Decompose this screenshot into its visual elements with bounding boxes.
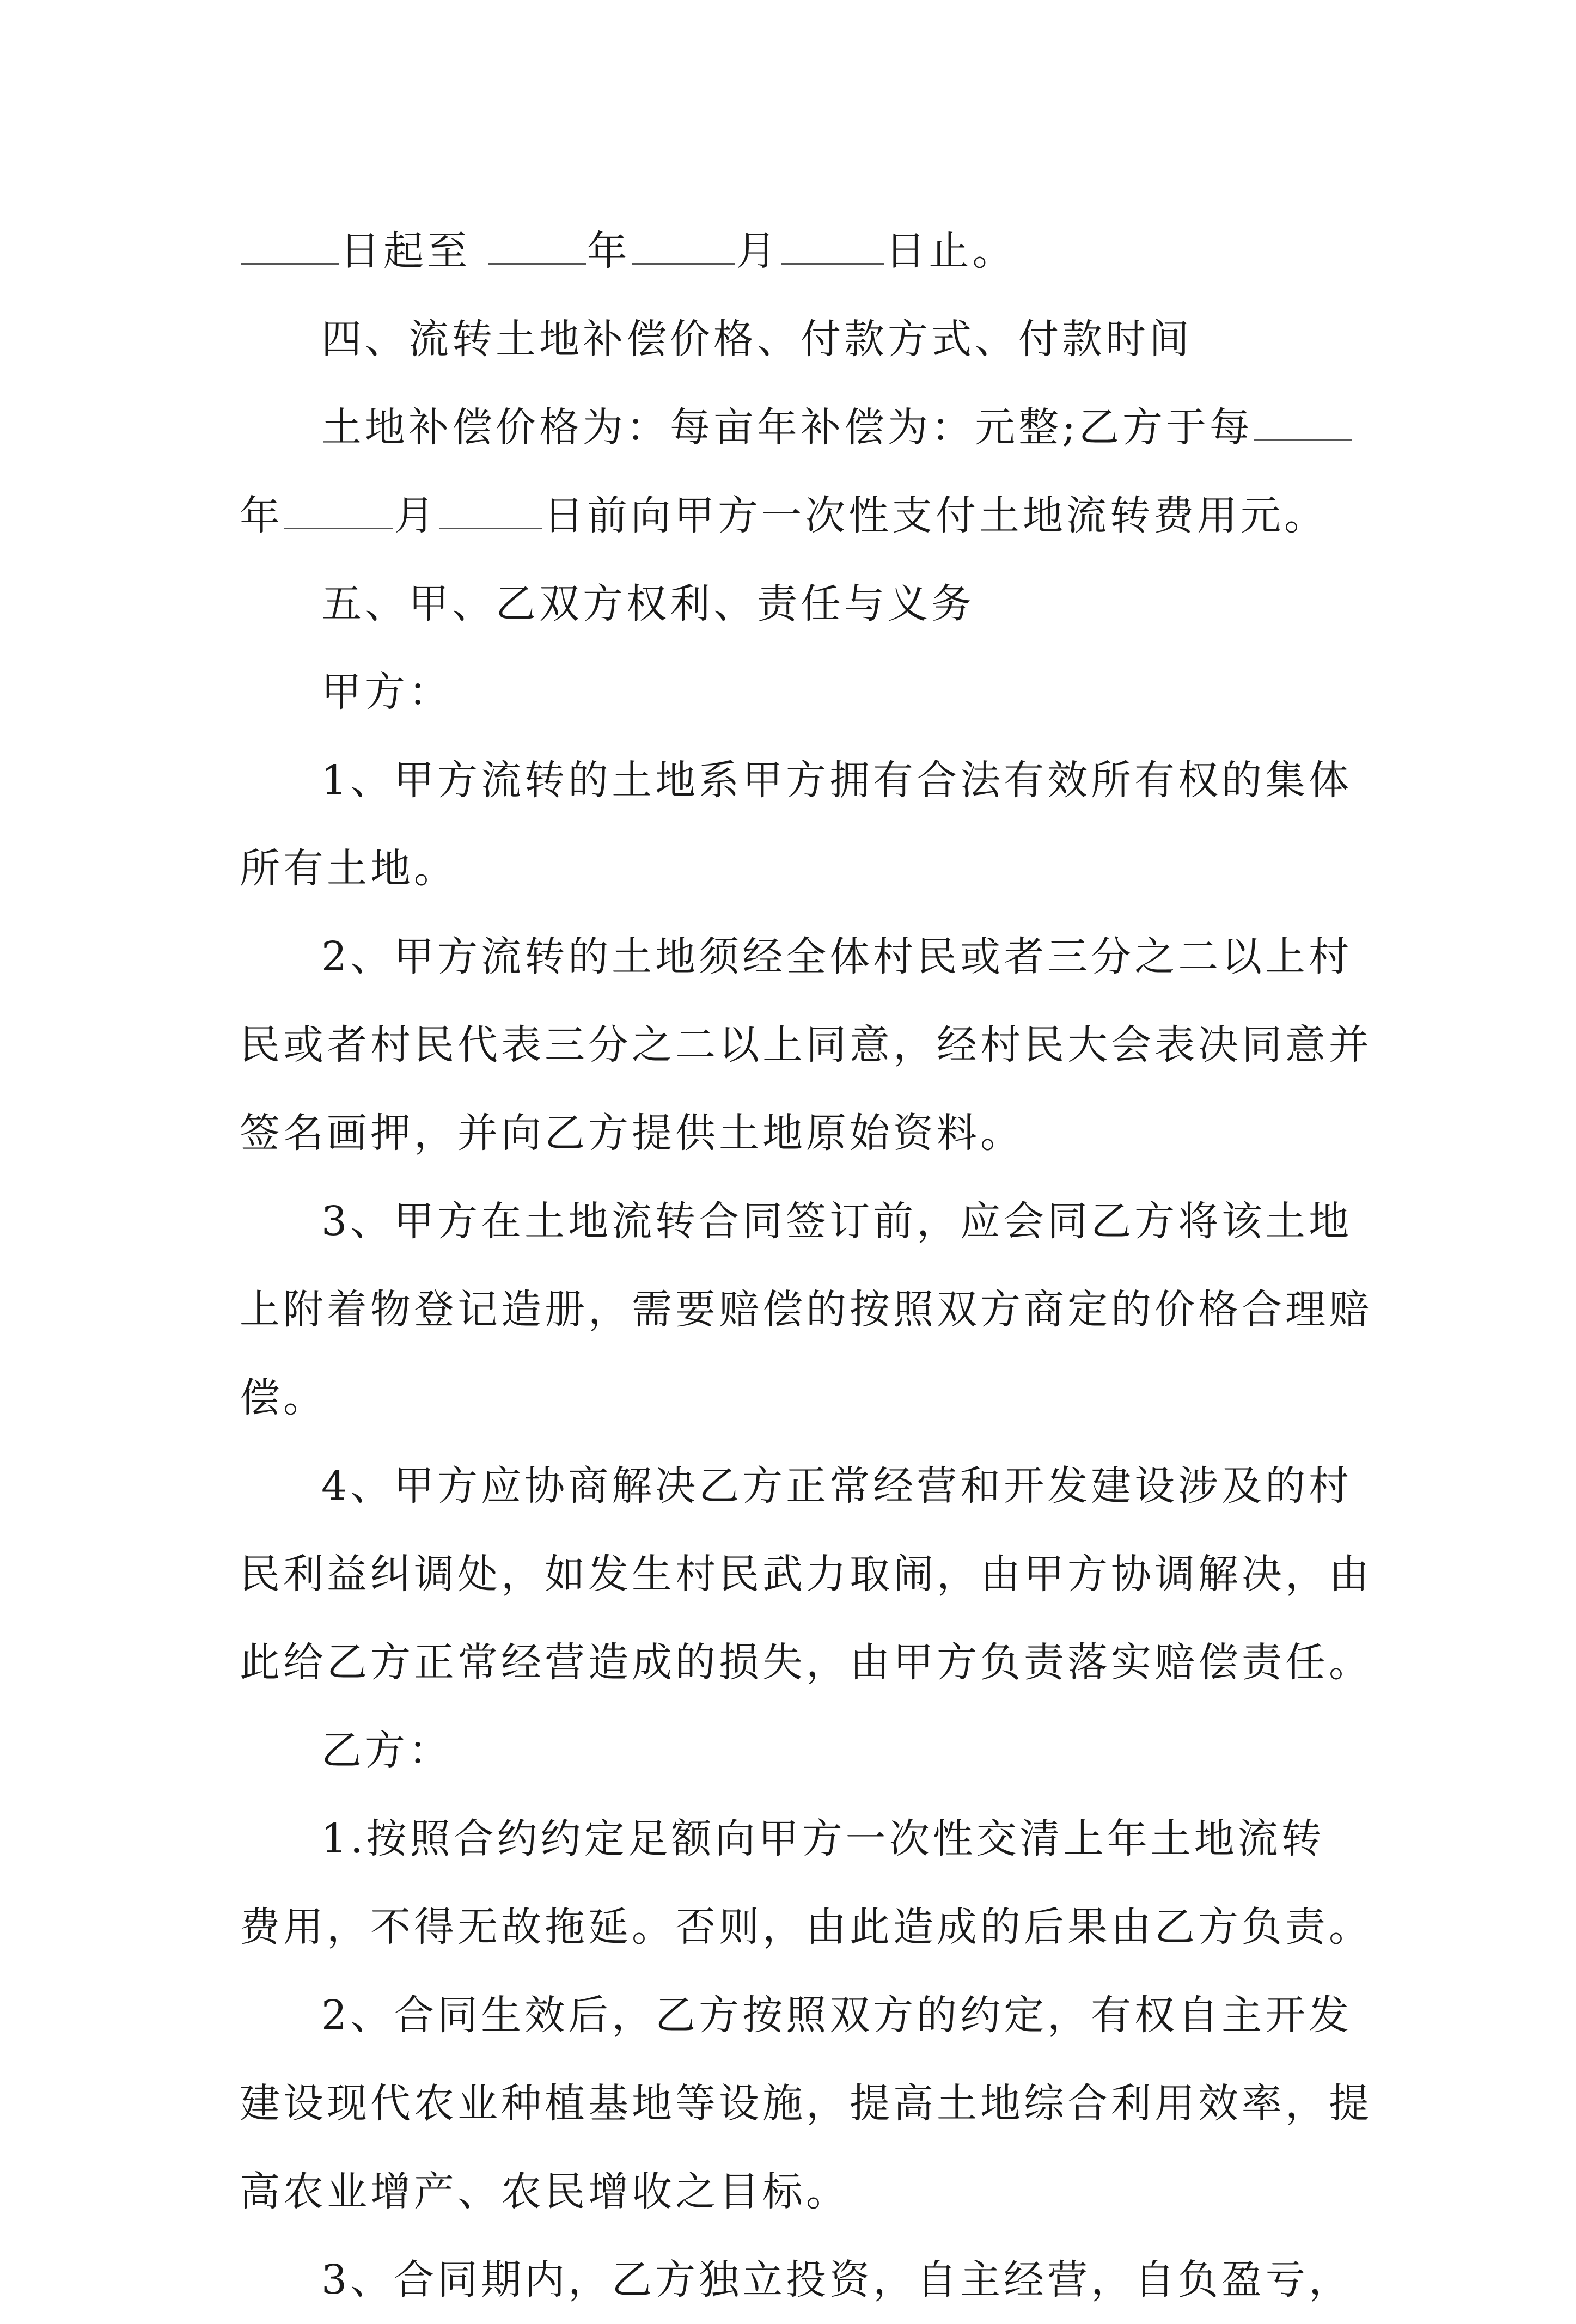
text-year: 年 (240, 492, 283, 539)
paragraph-line (240, 383, 1361, 472)
text-year: 年 (587, 228, 631, 274)
party-a-heading: 甲方： (321, 669, 452, 715)
section-heading-4: 四、流转土地补偿价格、付款方式、付款时间 (321, 316, 1193, 363)
paragraph-line: 民或者村民代表三分之二以上同意，经村民大会表决同意并 (240, 1022, 1372, 1068)
term-end-date-line (240, 207, 1361, 295)
paragraph-line: 2、甲方流转的土地须经全体村民或者三分之二以上村 (321, 933, 1353, 980)
paragraph-line: 1、甲方流转的土地系甲方拥有合法有效所有权的集体 (321, 757, 1353, 804)
compensation-text: 土地补偿价格为：每亩年补偿为：元整;乙方于每 (321, 404, 1253, 451)
text-day-end: 日止。 (885, 228, 1016, 274)
paragraph-line: 此给乙方正常经营造成的损失，由甲方负责落实赔偿责任。 (240, 1639, 1372, 1686)
paragraph-line: 1.按照合约约定足额向甲方一次性交清上年土地流转 (321, 1815, 1325, 1862)
paragraph-line: 4、甲方应协商解决乙方正常经营和开发建设涉及的村 (321, 1463, 1353, 1509)
blank-field (1254, 399, 1352, 441)
blank-field (284, 487, 393, 529)
party-b-heading: 乙方： (321, 1727, 452, 1774)
paragraph-line: 2、合同生效后，乙方按照双方的约定，有权自主开发 (321, 1992, 1353, 2039)
text-month: 月 (736, 228, 780, 274)
paragraph-line: 3、合同期内，乙方独立投资，自主经营，自负盈亏， (321, 2256, 1353, 2303)
document-body (240, 207, 1372, 2324)
blank-field (439, 487, 542, 529)
text-month: 月 (394, 492, 438, 539)
paragraph-line: 民利益纠调处，如发生村民武力取闹，由甲方协调解决，由 (240, 1551, 1372, 1598)
paragraph-line: 上附着物登记造册，需要赔偿的按照双方商定的价格合理赔 (240, 1286, 1372, 1333)
section-heading-5: 五、甲、乙双方权利、责任与义务 (321, 580, 975, 627)
paragraph-line: 建设现代农业种植基地等设施，提高土地综合利用效率，提 (240, 2080, 1372, 2127)
paragraph-line: 高农业增产、农民增收之目标。 (240, 2168, 850, 2215)
paragraph-line: 费用，不得无故拖延。否则，由此造成的后果由乙方负责。 (240, 1904, 1372, 1950)
blank-field (781, 223, 884, 265)
paragraph-line: 偿。 (240, 1374, 327, 1421)
text-from: 日起至 (340, 228, 471, 274)
payment-text: 日前向甲方一次性支付土地流转费用元。 (543, 492, 1328, 539)
paragraph-line: 所有土地。 (240, 845, 457, 892)
blank-field (241, 223, 339, 265)
paragraph-line: 签名画押，并向乙方提供土地原始资料。 (240, 1110, 1024, 1157)
paragraph-line: 3、甲方在土地流转合同签订前，应会同乙方将该土地 (321, 1198, 1353, 1245)
paragraph-line (240, 472, 1361, 560)
blank-field (632, 223, 735, 265)
blank-field (488, 223, 586, 265)
